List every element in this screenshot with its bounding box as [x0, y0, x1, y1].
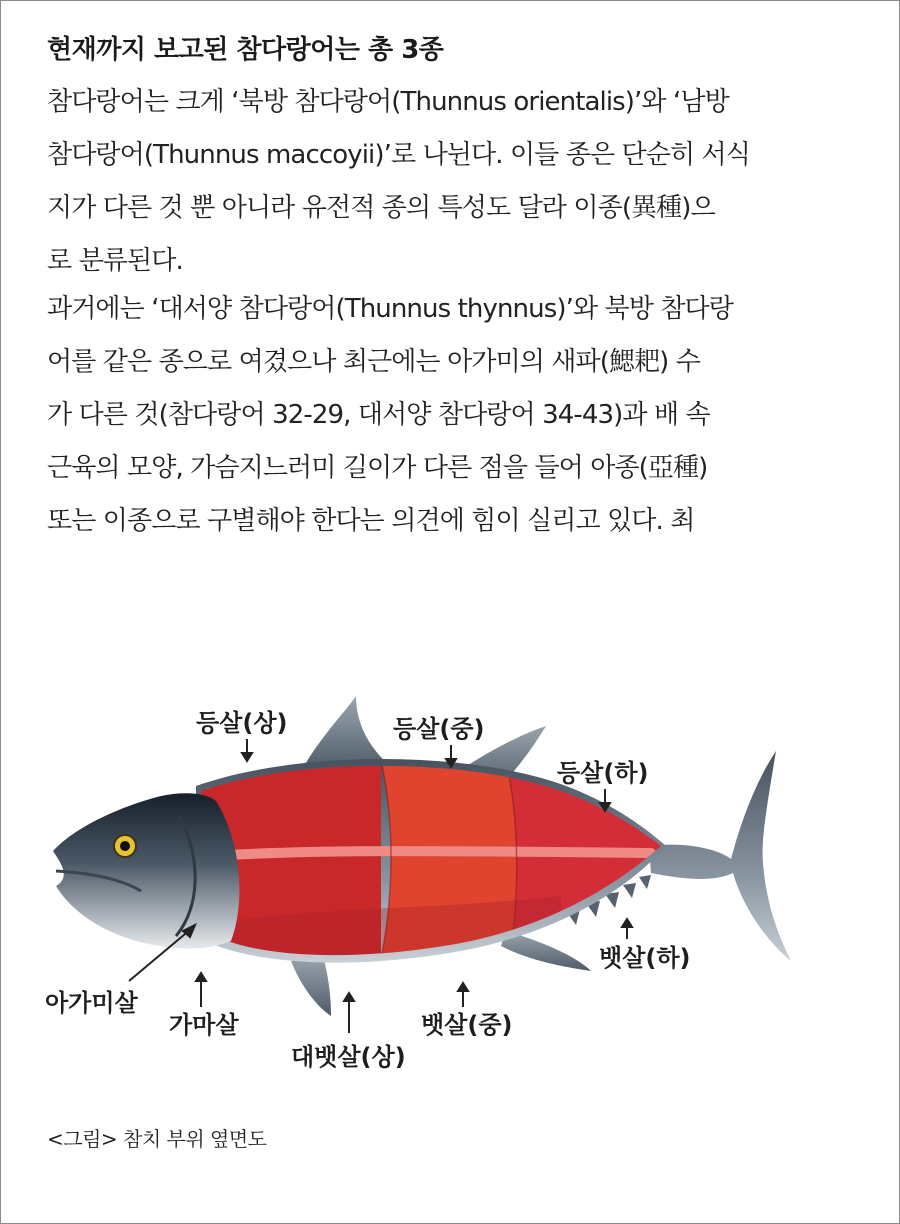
- label-gama: 가마살: [169, 1011, 239, 1039]
- paragraph-line: 또는 이종으로 구별해야 한다는 의견에 힘이 실리고 있다. 최: [47, 506, 695, 536]
- figure-caption: <그림> 참치 부위 옆면도: [47, 1127, 267, 1151]
- paragraph-line: 과거에는 ‘대서양 참다랑어(Thunnus thynnus)’와 북방 참다랑: [47, 294, 733, 324]
- paragraph-line: 가 다른 것(참다랑어 32-29, 대서양 참다랑어 34-43)과 배 속: [47, 400, 710, 430]
- label-belly-lower: 뱃살(하): [599, 944, 691, 972]
- label-belly-middle: 뱃살(중): [421, 1011, 513, 1039]
- label-dorsal-lower: 등살(하): [557, 759, 649, 787]
- label-belly-upper: 대뱃살(상): [291, 1043, 406, 1071]
- heading: 현재까지 보고된 참다랑어는 총 3종: [47, 35, 444, 65]
- paragraph-line: 참다랑어는 크게 ‘북방 참다랑어(Thunnus orientalis)’와 ‘남방: [47, 87, 729, 117]
- paragraph-line: 어를 같은 종으로 여겼으나 최근에는 아가미의 새파(鰓耙) 수: [47, 347, 700, 377]
- paragraph-line: 근육의 모양, 가슴지느러미 길이가 다른 점을 들어 아종(亞種): [47, 453, 708, 483]
- label-dorsal-upper: 등살(상): [196, 709, 288, 737]
- tuna-diagram: [1, 641, 900, 1101]
- paragraph-line: 지가 다른 것 뿐 아니라 유전적 종의 특성도 달라 이종(異種)으: [47, 193, 715, 223]
- label-dorsal-middle: 등살(중): [393, 715, 485, 743]
- paragraph-line: 참다랑어(Thunnus maccoyii)’로 나뉜다. 이들 종은 단순히 서식: [47, 140, 750, 170]
- label-gill: 아가미살: [45, 989, 138, 1017]
- tail-fin: [649, 751, 791, 961]
- paragraph-line: 로 분류된다.: [47, 246, 183, 276]
- pelvic-fin: [291, 956, 331, 1016]
- fish-head: [53, 793, 239, 948]
